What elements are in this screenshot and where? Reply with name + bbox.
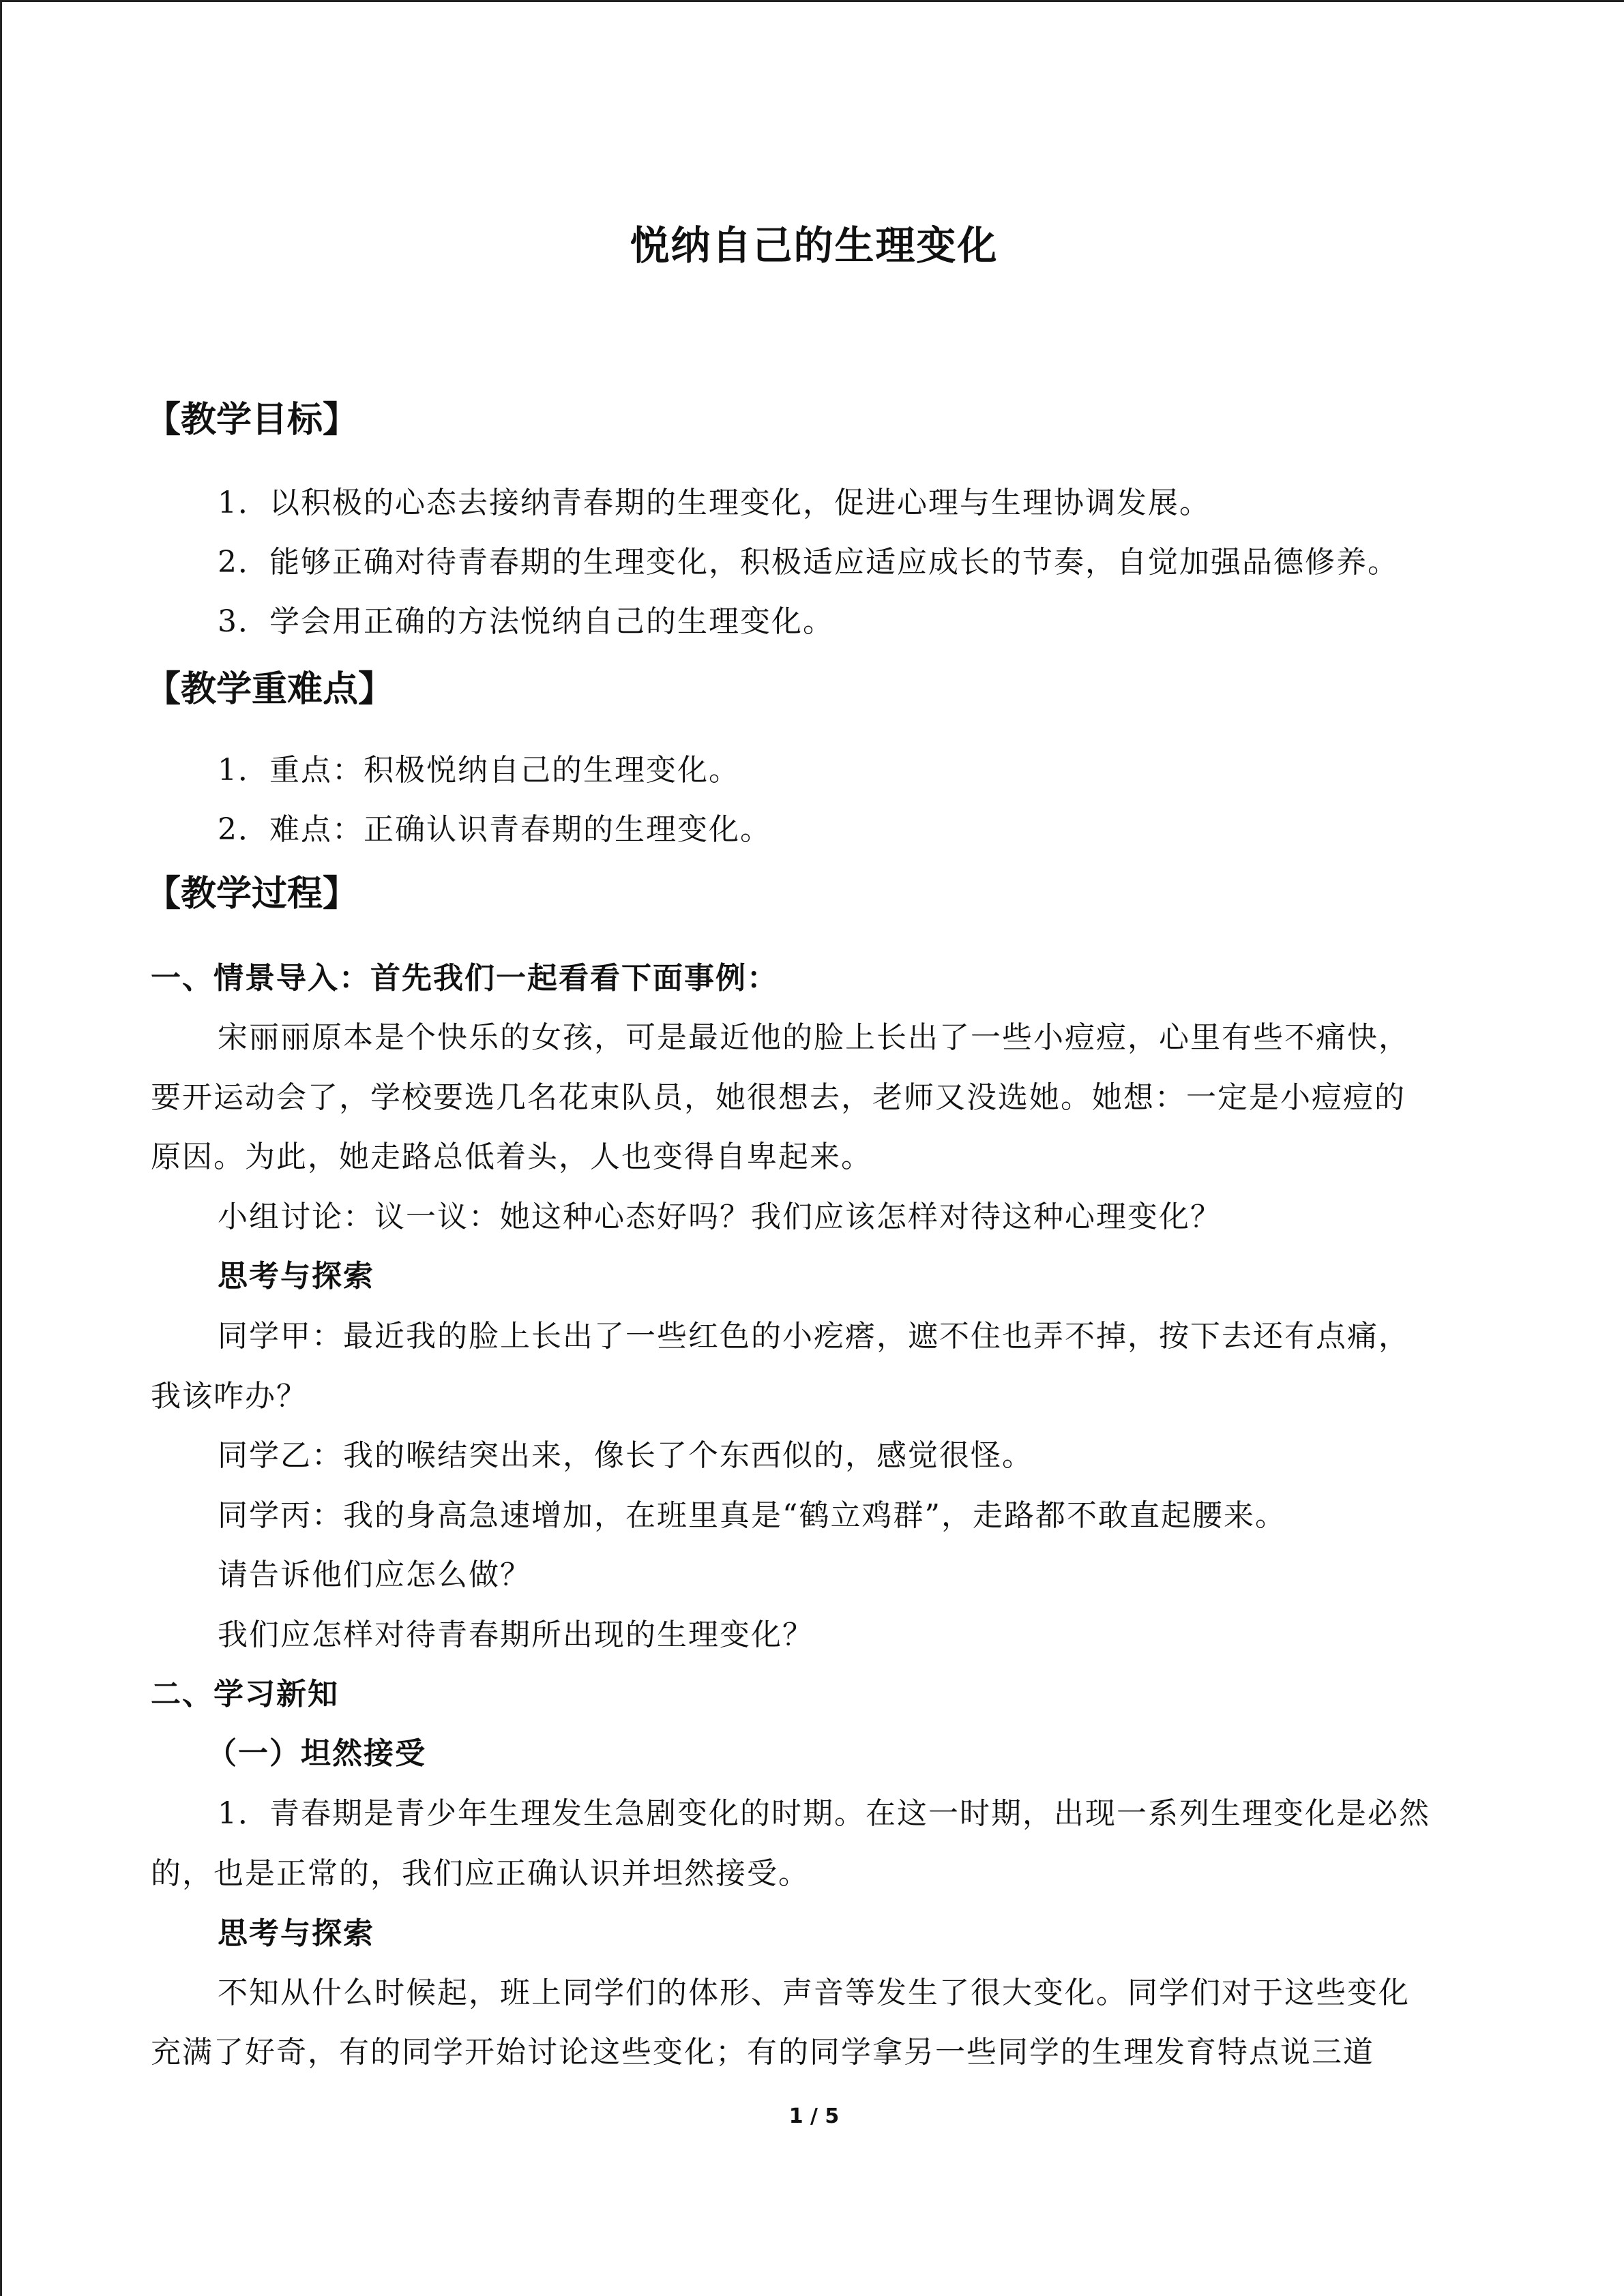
keypoint-item-2: 2．难点：正确认识青春期的生理变化。 (218, 812, 771, 847)
student-b-line: 同学乙：我的喉结突出来，像长了个东西似的，感觉很怪。 (218, 1438, 1033, 1473)
heading-process: 【教学过程】 (145, 874, 359, 914)
think-explore-heading-1: 思考与探索 (218, 1259, 374, 1294)
sub1-heading: （一）坦然接受 (207, 1736, 426, 1771)
objective-item-2: 2．能够正确对待青春期的生理变化，积极适应适应成长的节奏，自觉加强品德修养。 (218, 545, 1399, 580)
student-a-line-1: 同学甲：最近我的脸上长出了一些红色的小疙瘩，遮不住也弄不掉，按下去还有点痛， (218, 1319, 1410, 1354)
heading-objectives: 【教学目标】 (145, 400, 359, 441)
discussion-line: 小组讨论：议一议：她这种心态好吗？我们应该怎样对待这种心理变化？ (218, 1199, 1222, 1234)
point1-line-1: 1．青春期是青少年生理发生急剧变化的时期。在这一时期，出现一系列生理变化是必然 (218, 1796, 1430, 1831)
student-c-line: 同学丙：我的身高急速增加，在班里真是“鹤立鸡群”，走路都不敢直起腰来。 (218, 1498, 1286, 1533)
objective-item-3: 3．学会用正确的方法悦纳自己的生理变化。 (218, 604, 834, 639)
page-indicator: 1 / 5 (788, 2104, 840, 2128)
document-title: 悦纳自己的生理变化 (630, 222, 999, 269)
part2-heading: 二、学习新知 (151, 1677, 339, 1712)
part1-heading: 一、情景导入：首先我们一起看看下面事例： (151, 961, 778, 996)
story-line-1: 宋丽丽原本是个快乐的女孩，可是最近他的脸上长出了一些小痘痘，心里有些不痛快， (218, 1020, 1410, 1055)
last-para-line-2: 充满了好奇，有的同学开始讨论这些变化；有的同学拿另一些同学的生理发育特点说三道 (151, 2035, 1374, 2070)
story-line-3: 原因。为此，她走路总低着头，人也变得自卑起来。 (151, 1139, 872, 1174)
point1-line-2: 的，也是正常的，我们应正确认识并坦然接受。 (151, 1856, 810, 1891)
ask-line-2: 我们应怎样对待青春期所出现的生理变化？ (218, 1617, 814, 1652)
keypoint-item-1: 1．重点：积极悦纳自己的生理变化。 (218, 753, 740, 788)
heading-keypoints: 【教学重难点】 (145, 669, 394, 710)
story-line-2: 要开运动会了，学校要选几名花束队员，她很想去，老师又没选她。她想：一定是小痘痘的 (151, 1080, 1406, 1115)
ask-line-1: 请告诉他们应怎么做？ (218, 1557, 531, 1592)
think-explore-heading-2: 思考与探索 (218, 1916, 374, 1951)
objective-item-1: 1．以积极的心态去接纳青春期的生理变化，促进心理与生理协调发展。 (218, 486, 1211, 520)
student-a-line-2: 我该咋办？ (151, 1379, 308, 1414)
last-para-line-1: 不知从什么时候起，班上同学们的体形、声音等发生了很大变化。同学们对于这些变化 (218, 1976, 1410, 2010)
